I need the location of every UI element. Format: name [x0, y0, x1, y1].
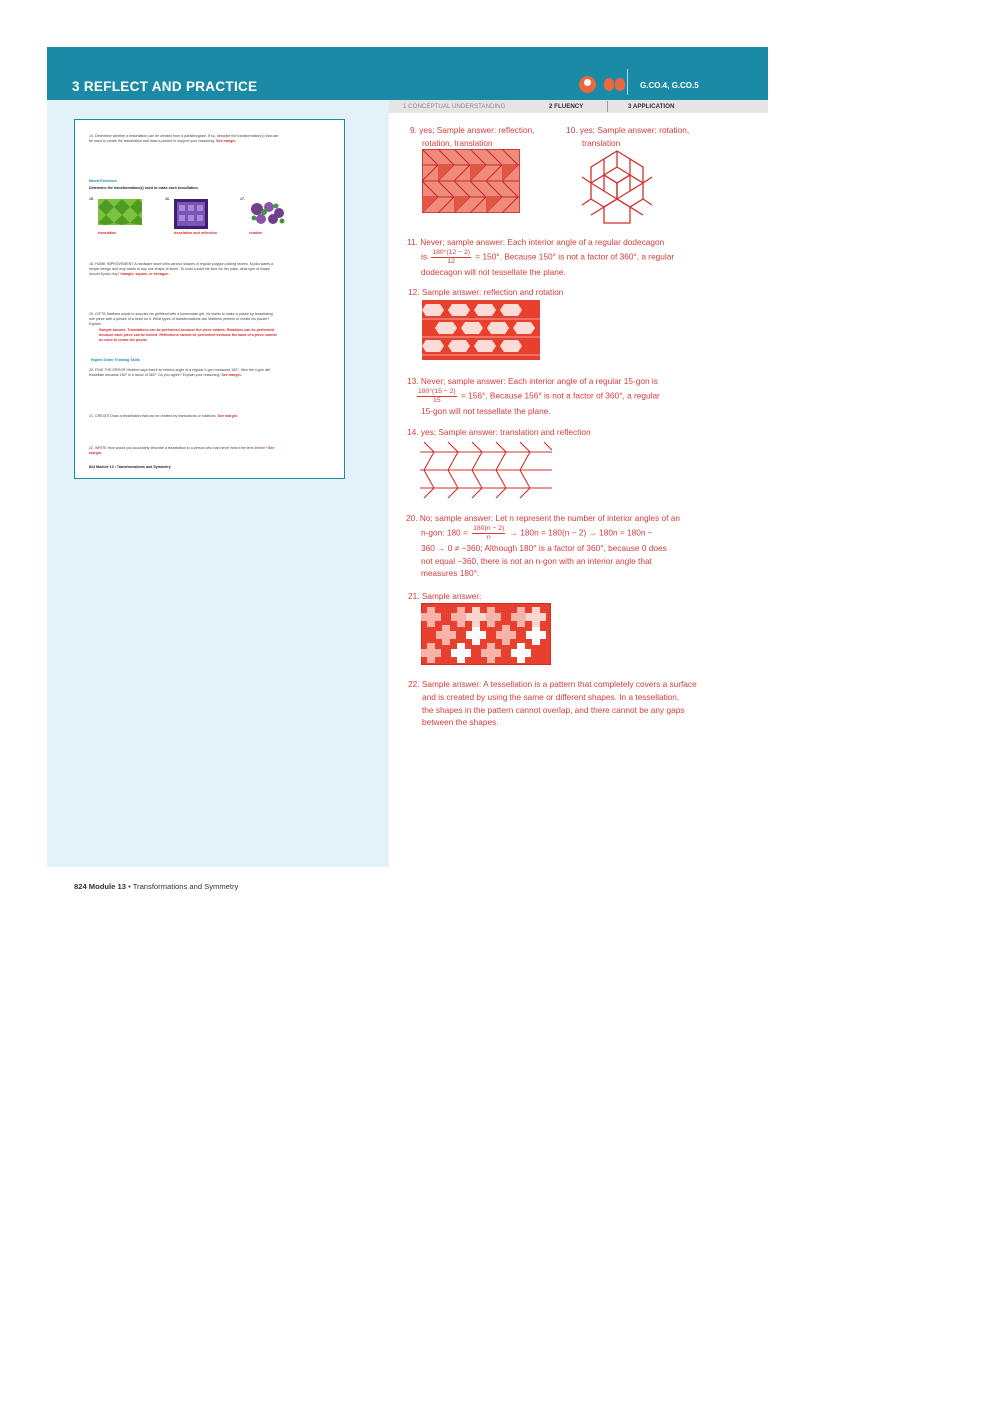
answer-20-numerator: 180(n − 2)	[473, 524, 505, 532]
footer-title: • Transformations and Symmetry	[128, 882, 239, 891]
thumb-q14	[89, 134, 279, 144]
thumb-tessellation-purple	[174, 199, 208, 229]
thumb-hots: Higher-Order Thinking Skills	[91, 358, 140, 362]
answer-20-denominator: n	[486, 533, 491, 541]
answer-11	[407, 236, 674, 279]
answer-14: 14. yes; Sample answer: translation and reflection	[407, 427, 591, 437]
individual-icon	[579, 76, 596, 93]
tab-application: 3 APPLICATION	[628, 103, 675, 110]
answer-13	[407, 375, 660, 418]
answer-11-denominator: 12	[447, 257, 455, 265]
answer-11-line1: 11. Never; sample answer: Each interior angle of a regular dodecagon	[407, 237, 665, 247]
thumb-answer-16: translation and reflection	[174, 231, 217, 235]
answer-22-line1: 22. Sample answer: A tessellation is a pattern that completely covers a surface	[408, 679, 697, 689]
thumb-item-16: 16.	[165, 197, 170, 201]
answer-13-line3: 15-gon will not tessellate the plane.	[421, 405, 551, 416]
answer-9-line2: rotation, translation	[422, 137, 493, 148]
answer-11-is: is	[421, 251, 427, 262]
answer-11-numerator: 180°(12 − 2)	[432, 248, 470, 256]
thumb-q20	[89, 368, 279, 378]
answer-12: 12. Sample answer: reflection and rotation	[408, 287, 564, 297]
thumb-footer: 824 Module 13 • Transformations and Symmetry	[89, 465, 171, 469]
figure-9-tessellation	[422, 149, 520, 213]
footer-module: Module 13	[88, 882, 126, 891]
answer-11-line3: dodecagon will not tessellate the plane.	[421, 266, 566, 277]
thumb-q22-answer: See margin.	[89, 446, 275, 456]
thumb-answer-17: rotation	[249, 231, 263, 235]
thumb-q14-answer: See margin.	[216, 139, 237, 144]
thumb-q22	[89, 446, 279, 456]
page-footer	[74, 882, 238, 891]
difficulty-tabs	[389, 100, 768, 113]
thumb-q20-text: 20. FIND THE ERROR Heather says that if an interior angle of a regular n-gon measures 180°, then the n-gon will tessellate because 180° is a factor of 360°. Do you agree? Explain your reasoning.	[89, 368, 270, 378]
standards-label: G.CO.4, G.CO.5	[640, 81, 699, 90]
tab-conceptual: 1 CONCEPTUAL UNDERSTANDING	[403, 103, 506, 110]
thumb-tessellation-green	[98, 199, 142, 225]
thumb-q19-text: 19. GIFTS Matthew wants to surprise his girlfriend with a homemade gift. He wants to make a puzzle by tessellating one piece with a picture of a heart on it. What types of transformations can Matthew perform to create his puzzle? Explain.	[89, 312, 273, 327]
thumb-q14-text: 14. Determine whether a tessellation can be created from a parallelogram. If so, describe the transformation(s) that can be used to create the tessellation and draw a picture to support your reasoning.	[89, 134, 279, 144]
answer-10-line1: 10. yes; Sample answer: rotation,	[566, 125, 690, 135]
thumb-item-15: 15.	[89, 197, 94, 201]
thumb-q18	[89, 262, 279, 278]
answer-20-line4: not equal −360, there is not an n-gon with an interior angle that	[421, 555, 652, 566]
answer-22	[408, 678, 697, 729]
figure-12-tessellation	[422, 300, 540, 360]
answer-10-line2: translation	[582, 137, 621, 148]
thumb-q21	[89, 414, 329, 419]
student-page-thumbnail	[74, 119, 345, 479]
answer-20-line1: 20. No; sample answer: Let n represent the number of interior angles of an	[406, 513, 680, 523]
answer-11-rest: = 150°. Because 150° is not a factor of 360°, a regular	[475, 251, 675, 262]
answer-13-fraction	[417, 388, 457, 405]
section-title: 3 REFLECT AND PRACTICE	[72, 79, 258, 94]
answer-21: 21. Sample answer:	[408, 591, 482, 601]
answer-9	[410, 124, 535, 150]
thumb-mixed-heading: Mixed Exercises	[89, 179, 117, 183]
grouping-icons	[579, 76, 626, 93]
thumb-q22-text: 22. WRITE How would you accurately describe a tessellation to a person who had never heard the term before?	[89, 446, 267, 450]
answer-22-line3: the shapes in the pattern cannot overlap, and there cannot be any gaps	[422, 704, 685, 715]
answer-13-denominator: 15	[433, 396, 441, 404]
thumb-q18-answer: triangle, square, or hexagon	[120, 272, 169, 277]
thumb-q20-answer: See margin.	[221, 373, 242, 378]
thumb-item-17: 17.	[240, 197, 245, 201]
pair-icon	[604, 76, 626, 93]
thumb-q21-answer: See margin.	[217, 414, 238, 418]
answer-20-line5: measures 180°.	[421, 568, 480, 579]
answer-20	[406, 512, 680, 580]
answer-13-rest: = 156°. Because 156° is not a factor of 360°, a regular	[460, 390, 660, 401]
answer-22-line2: and is created by using the same or different shapes. In a tessellation,	[422, 691, 680, 702]
thumb-mixed-prompt: Determine the transformation(s) used to make each tessellation.	[89, 186, 199, 190]
answer-11-fraction	[431, 249, 471, 266]
tab-fluency: 2 FLUENCY	[549, 103, 584, 110]
figure-21-tessellation	[421, 603, 551, 665]
answer-20-pre: n-gon: 180 =	[421, 527, 468, 538]
thumb-q19	[89, 312, 279, 343]
answer-13-numerator: 180°(15 − 2)	[418, 387, 456, 395]
header-divider	[627, 69, 628, 95]
thumb-tessellation-flowers	[249, 201, 285, 225]
thumb-q18-text: 18. HOME IMPROVEMENT A hardware store sells various shapes of regular polygon paving stones. Kyoko wants a simple design and only wants to buy one shape of stone. To build a solid tile floor for her patio, what type of shape should Kyoko buy?	[89, 262, 274, 277]
answer-20-fraction	[472, 525, 505, 542]
thumb-q21-text: 21. CREATE Draw a tessellation that can be created by translations or rotations.	[89, 414, 217, 418]
thumb-answer-15: translation	[98, 231, 117, 235]
answer-13-line1: 13. Never; sample answer: Each interior angle of a regular 15-gon is	[407, 376, 658, 386]
answer-9-line1: 9. yes; Sample answer: reflection,	[410, 125, 535, 135]
answer-22-line4: between the shapes.	[422, 717, 499, 728]
section-header	[47, 47, 768, 100]
figure-10-tessellation	[580, 149, 654, 225]
footer-page-number: 824	[74, 882, 87, 891]
thumb-q19-answer: Sample answer: Translations can be performed because the piece rotates. Rotations can be performed because each piece can be turned. Reflections cannot be performed because the back of a piece cannot be used to create the puzzle.	[99, 327, 277, 343]
tab-divider	[607, 101, 608, 112]
figure-14-tessellation	[420, 440, 552, 500]
answer-20-post: → 180n = 180(n − 2) → 180n = 180n −	[509, 527, 653, 538]
answer-10	[566, 124, 689, 150]
answer-20-line3: 360 → 0 ≠ −360; Although 180° is a factor of 360°, because 0 does	[421, 542, 667, 553]
